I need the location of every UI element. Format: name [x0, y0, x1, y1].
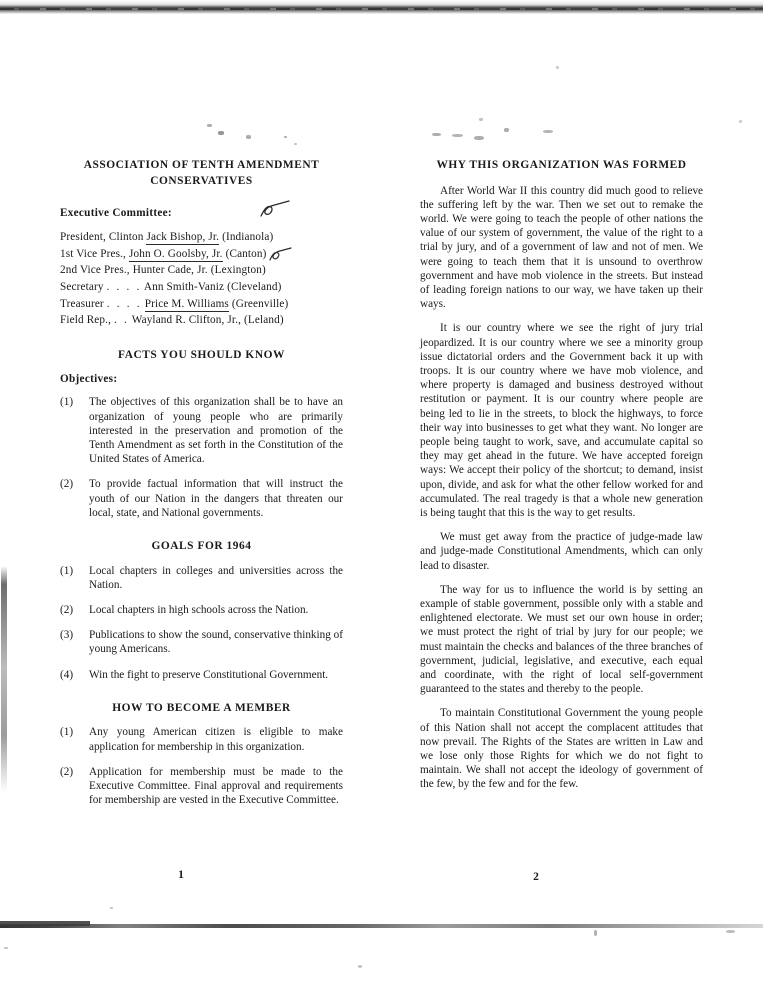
list-item-marker: (4) — [60, 668, 74, 681]
officer-role: Treasurer — [60, 297, 104, 310]
scan-speck — [207, 124, 212, 127]
membership-section-heading: HOW TO BECOME A MEMBER — [112, 701, 291, 714]
officer-name: Hunter Cade, Jr. — [132, 264, 211, 277]
officer-row — [60, 279, 343, 296]
list-item — [60, 668, 343, 682]
list-item — [60, 725, 343, 753]
scan-speck — [294, 143, 297, 145]
goals-section-heading: GOALS FOR 1964 — [151, 540, 252, 553]
list-item — [60, 628, 343, 656]
objectives-list — [60, 395, 343, 520]
officer-row — [60, 296, 343, 313]
scan-left-smudge-artifact — [1, 566, 7, 792]
scan-speck — [246, 135, 251, 139]
scan-speck — [504, 128, 509, 132]
officer-name-prefix: Clinton — [108, 231, 147, 244]
officer-name: Jack Bishop, Jr. — [146, 231, 220, 244]
officer-row — [60, 312, 343, 329]
facts-section-heading: FACTS YOU SHOULD KNOW — [118, 348, 285, 361]
officer-city: (Cleveland) — [227, 280, 282, 293]
officer-leader-dots: . . . . — [106, 280, 142, 293]
officer-role: President, — [60, 231, 106, 244]
officer-row — [60, 262, 343, 279]
scan-speck — [479, 118, 483, 121]
document-title-line-2: CONSERVATIVES — [150, 174, 253, 187]
officer-city: (Leland) — [244, 314, 284, 327]
list-item-text: Publications to show the sound, conservative thinking of young Americans. — [89, 629, 343, 656]
list-item — [60, 395, 343, 466]
list-item-text: Win the fight to preserve Constitutional Government. — [89, 668, 329, 681]
scan-speck — [726, 930, 735, 933]
why-formed-heading: WHY THIS ORGANIZATION WAS FORMED — [436, 159, 687, 171]
scan-speck — [432, 133, 441, 136]
officer-role: 1st Vice Pres., — [60, 247, 127, 260]
body-paragraph: We must get away from the practice of judge-made law and judge-made Constitutional Amendments, which can only lead to disaster. — [420, 531, 703, 572]
body-paragraph: After World War II this country did much good to relieve the suffering left by the war. Then we set out to remake the world. We were going to teach the people of other nations the value of our system of government, the value of the right to a trial by jury, and of a government of law and not of men. We were going to teach them that it is unsound to overthrow government and have mob violence in the streets. But instead of leading foreign nations to our way, we have taken up their ways. — [420, 184, 703, 311]
body-paragraph: To maintain Constitutional Government the young people of this Nation shall not accept the complacent attitudes that now prevail. The Rights of the States are written in Law and we lose only those Rights for which we do not fight to maintain. We shall not accept the ideology of government of the few, by the few and for the few. — [420, 707, 703, 791]
document-title-line-1: ASSOCIATION OF TENTH AMENDMENT — [83, 159, 320, 171]
officer-row — [60, 246, 343, 263]
officer-leader-dots: . . — [114, 314, 130, 327]
list-item-marker: (1) — [60, 396, 74, 409]
list-item-text: The objectives of this organization shall be to have an organization of young people who are primarily interested in the preservation and promotion of the Tenth Amendment as set forth in the Constitution of the United States of America. — [89, 396, 343, 466]
scan-top-edge-artifact — [0, 0, 763, 14]
list-item-marker: (1) — [60, 726, 74, 739]
officer-leader-dots: . . . . — [106, 297, 142, 310]
page-number-left: 1 — [178, 869, 184, 881]
body-paragraph: The way for us to influence the world is by setting an example of stable government, possible only with a stable and enlightened electorate. We must set our own house in order; we must protect the right of trial by jury for our people; we must maintain the checks and balances of the three branches of government, judicial, legislative, and executive, each equal and coordinate, with the right of local self-government guaranteed to the states and thereby to the people. — [420, 583, 703, 696]
list-item-marker: (2) — [60, 765, 74, 778]
officer-role: Secretary — [60, 280, 104, 293]
executive-committee-heading: Executive Committee: — [60, 207, 172, 219]
scan-speck — [4, 947, 8, 949]
officer-row — [60, 229, 343, 246]
body-paragraph: It is our country where we see the right of jury trial jeopardized. It is our country where we see a minority group issue dictatorial orders and the Government back it up with troops. It is our country where we have mob violence, and where property is damaged and business destroyed without restitution or payment. It is our country where people are being led to lie in the streets, to block the highways, to force their way into businesses to get what they want. No longer are people being taught to work, save, and accumulate capital so they may get ahead in the future. We have accepted foreign ways: We accept their policy of the shortcut; to demand, insist upon, divide, and ask for what the other fellow worked for and accumulated. The real tragedy is that a whole new generation is being taught that this is the way to get results. — [420, 322, 703, 519]
list-item-text: Application for membership must be made to the Executive Committee. Final approval and requirements for membership are vested in the Executive Committee. — [89, 765, 343, 807]
officer-city: (Indianola) — [222, 231, 274, 244]
list-item — [60, 477, 343, 520]
officer-roster — [60, 229, 343, 329]
document-title — [60, 158, 343, 189]
list-item-text: To provide factual information that will instruct the youth of our Nation in the dangers that threaten our local, state, and National governments. — [89, 478, 343, 519]
officer-name: Wayland R. Clifton, Jr., — [131, 314, 244, 327]
list-item — [60, 564, 343, 592]
officer-name: Ann Smith-Vaniz — [143, 280, 228, 293]
scan-speck — [594, 930, 597, 936]
scan-speck — [474, 136, 484, 140]
officer-city: (Greenville) — [231, 297, 289, 310]
list-item-marker: (2) — [60, 604, 74, 616]
list-item — [60, 765, 343, 808]
officer-role: 2nd Vice Pres., — [60, 264, 130, 277]
page-number-right: 2 — [533, 871, 539, 883]
list-item-text: Local chapters in high schools across the Nation. — [89, 604, 309, 616]
officer-name: John O. Goolsby, Jr. — [128, 247, 223, 260]
scan-speck — [556, 66, 559, 69]
scan-speck — [358, 965, 362, 968]
scan-speck — [284, 136, 287, 138]
scan-bottom-edge-artifact — [0, 924, 763, 928]
goals-list — [60, 564, 343, 682]
officer-name: Price M. Williams — [144, 297, 229, 310]
right-column — [420, 158, 703, 792]
scan-speck — [452, 134, 463, 137]
list-item-text: Local chapters in colleges and universities across the Nation. — [89, 564, 343, 591]
officer-city: (Canton) — [225, 247, 267, 260]
officer-role: Field Rep., — [60, 314, 112, 327]
list-item-marker: (2) — [60, 478, 74, 491]
list-item — [60, 603, 343, 617]
membership-list — [60, 725, 343, 807]
list-item-text: Any young American citizen is eligible to make application for membership in this organization. — [89, 726, 343, 753]
officer-city: (Lexington) — [210, 264, 266, 277]
list-item-marker: (1) — [60, 564, 74, 577]
list-item-marker: (3) — [60, 629, 74, 642]
scan-speck — [739, 120, 742, 123]
scan-speck — [110, 907, 113, 909]
scan-speck — [218, 131, 224, 135]
left-column — [60, 158, 343, 807]
objectives-label: Objectives: — [60, 373, 118, 386]
scan-speck — [543, 130, 553, 133]
